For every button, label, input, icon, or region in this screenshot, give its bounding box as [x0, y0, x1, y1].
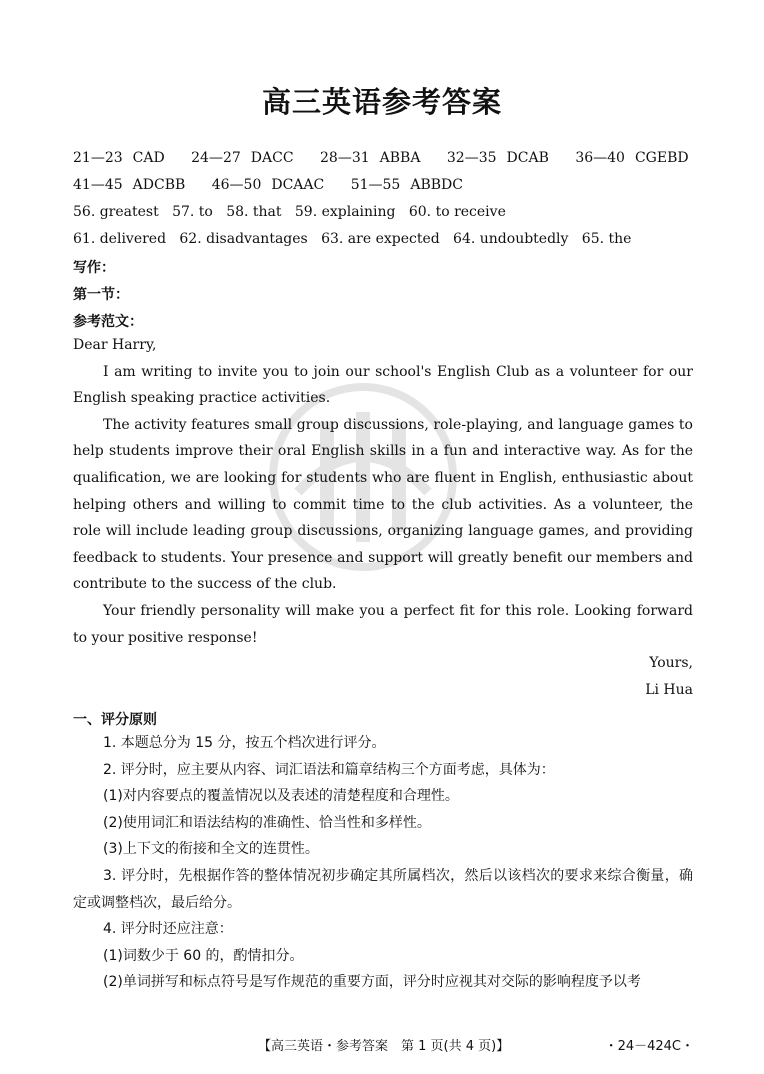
essay-paragraph-1: I am writing to invite you to join our school's English Club as a volunteer for our English speaking practice activities. — [73, 363, 693, 407]
answer-key: CGEBD — [634, 150, 689, 166]
answer-range: 24—27 — [191, 150, 241, 166]
essay-closing: Yours, — [649, 655, 693, 671]
answer-range: 41—45 — [73, 177, 123, 193]
answer-range: 51—55 — [350, 177, 401, 193]
scoring-principles-heading: 一、评分原则 — [73, 712, 157, 728]
answer-key: ABBA — [379, 150, 421, 166]
rule-item: (1)对内容要点的覆盖情况以及表述的清楚程度和合理性。 — [103, 788, 459, 805]
essay-paragraph-3: Your friendly personality will make you a perfect fit for this role. Looking forward to your positive response! — [73, 602, 693, 646]
rule-item: 2. 评分时，应主要从内容、词汇语法和篇章结构三个方面考虑，具体为： — [103, 761, 555, 778]
answer-key: ABBDC — [410, 177, 463, 193]
answer-key: DCAAC — [271, 177, 325, 193]
fill-answers-2: 61. delivered 62. disadvantages 63. are expected 64. undoubtedly 65. the — [73, 231, 632, 247]
essay-paragraph-2: The activity features small group discussions, role-playing, and language games to help students improve their oral English skills in a fun and interactive way. As for the qualification, we are looking for students who are fluent in English, enthusiastic about helping others and willing to commit time to the club activities. As a volunteer, the role will include leading group discussions, organizing language games, and providing feedback to students. Your presence and support will greatly benefit our members and contribute to the success of the club. — [73, 416, 693, 593]
answer-key: ADCBB — [132, 177, 186, 193]
rule-item: (2)单词拼写和标点符号是写作规范的重要方面，评分时应视其对交际的影响程度予以考 — [103, 974, 641, 991]
writing-label: 写作： — [73, 260, 115, 276]
answer-key: DACC — [250, 150, 294, 166]
footer-code: ・24－424C・ — [604, 1039, 694, 1054]
essay-signature: Li Hua — [645, 682, 693, 698]
answers-row-2 — [73, 177, 463, 193]
rule-item: (1)词数少于 60 的，酌情扣分。 — [103, 947, 304, 964]
answer-range: 21—23 — [73, 150, 123, 166]
answer-range: 28—31 — [320, 150, 370, 166]
essay-salutation: Dear Harry, — [73, 337, 157, 353]
answer-range: 46—50 — [211, 177, 262, 193]
answer-key: DCAB — [506, 150, 549, 166]
answer-key: CAD — [132, 150, 165, 166]
answers-row-1 — [73, 150, 689, 166]
fill-answers-1: 56. greatest 57. to 58. that 59. explaining 60. to receive — [73, 204, 506, 220]
answer-range: 32—35 — [446, 150, 497, 166]
rule-item: 1. 本题总分为 15 分，按五个档次进行评分。 — [103, 735, 386, 751]
section-label: 第一节： — [73, 287, 129, 303]
rule-item: (3)上下文的衔接和全文的连贯性。 — [103, 841, 319, 858]
page-title: 高三英语参考答案 — [261, 85, 502, 119]
rule-item: (2)使用词汇和语法结构的准确性、恰当性和多样性。 — [103, 814, 431, 831]
scoring-rules — [73, 730, 693, 996]
rule-item: 4. 评分时还应注意： — [103, 921, 233, 938]
rule-item: 3. 评分时，先根据作答的整体情况初步确定其所属档次，然后以该档次的要求来综合衡量，确定或调整档次，最后给分。 — [73, 867, 693, 911]
answer-range: 36—40 — [575, 150, 625, 166]
footer-page-info: 【高三英语・参考答案 第 1 页(共 4 页)】 — [258, 1039, 510, 1054]
sample-essay-label: 参考范文： — [73, 314, 143, 330]
sample-essay — [73, 332, 693, 651]
